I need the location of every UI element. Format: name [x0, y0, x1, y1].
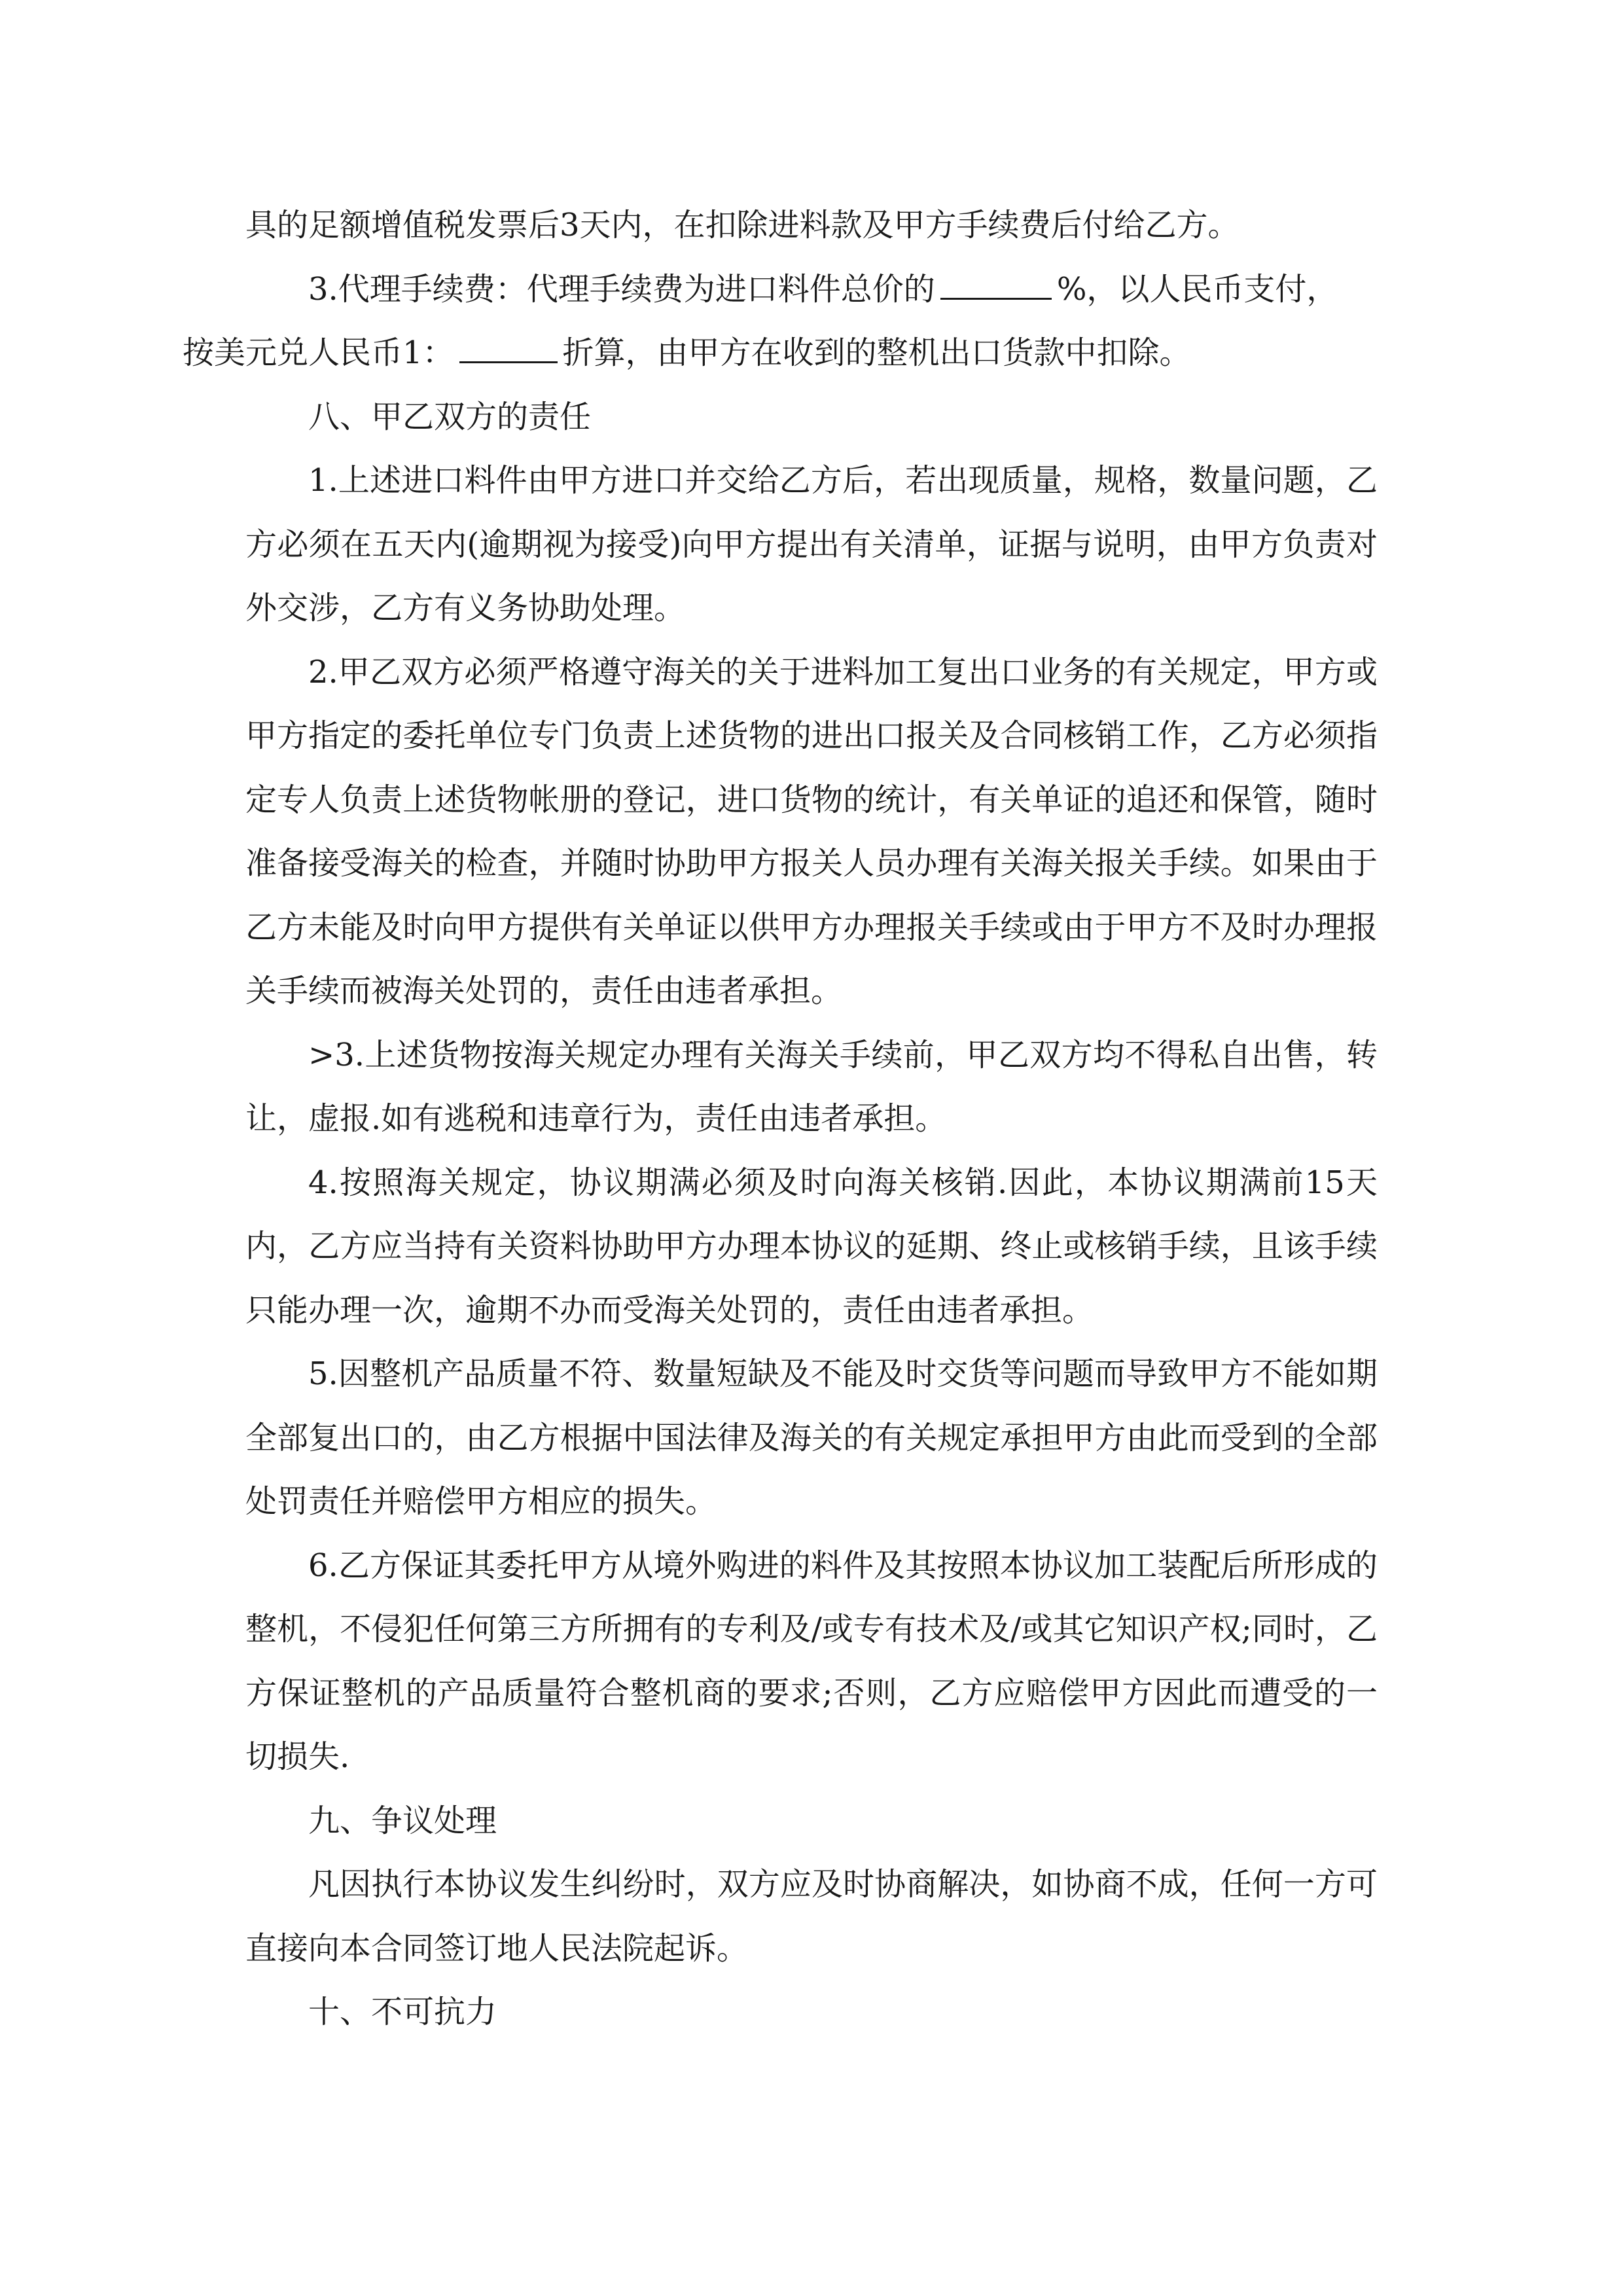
agency-fee-text-4: 折算，由甲方在收到的整机出口货款中扣除。: [562, 334, 1191, 371]
paragraph-clause-2: 2.甲乙双方必须严格遵守海关的关于进料加工复出口业务的有关规定，甲方或甲方指定的委托单位专门负责上述货物的进出口报关及合同核销工作，乙方必须指定专人负责上述货物帐册的登记，进口货物的统计，有关单证的追还和保管，随时准备接受海关的检查，并随时协助甲方报关人员办理有关海关报关手续。如果由于乙方未能及时向甲方提供有关单证以供甲方办理报关手续或由于甲方不及时办理报关手续而被海关处罚的，责任由违者承担。: [245, 653, 1378, 1009]
agency-fee-text-3: 按美元兑人民币1：: [183, 334, 454, 371]
agency-fee-text-1: 3.代理手续费：代理手续费为进口料件总价的: [308, 270, 935, 308]
paragraph-disputes: 凡因执行本协议发生纠纷时，双方应及时协商解决，如协商不成，任何一方可直接向本合同签订地人民法院起诉。: [245, 1866, 1378, 1967]
section-heading-responsibilities: 八、甲乙双方的责任: [308, 398, 592, 435]
paragraph-clause-4: 4.按照海关规定，协议期满必须及时向海关核销.因此，本协议期满前15天内，乙方应当持有关资料协助甲方办理本协议的延期、终止或核销手续，且该手续只能办理一次，逾期不办而受海关处罚的，责任由违者承担。: [245, 1164, 1378, 1329]
paragraph-clause-3: >3.上述货物按海关规定办理有关海关手续前，甲乙双方均不得私自出售，转让，虚报.如有逃税和违章行为，责任由违者承担。: [245, 1036, 1378, 1137]
section-heading-disputes: 九、争议处理: [308, 1802, 497, 1839]
section-heading-force-majeure: 十、不可抗力: [308, 1994, 497, 2030]
paragraph-payment-terms: 具的足额增值税发票后3天内，在扣除进料款及甲方手续费后付给乙方。: [245, 207, 1240, 243]
paragraph-clause-1: 1.上述进口料件由甲方进口并交给乙方后，若出现质量，规格，数量问题，乙方必须在五天内(逾期视为接受)向甲方提出有关清单，证据与说明，由甲方负责对外交涉，乙方有义务协助处理。: [245, 462, 1378, 626]
agency-fee-text-2: %，以人民币支付，: [1056, 270, 1338, 308]
paragraph-agency-fee: [183, 258, 1378, 386]
document-body: [183, 194, 1378, 2045]
fee-percent-blank[interactable]: [940, 268, 1052, 300]
paragraph-clause-6: 6.乙方保证其委托甲方从境外购进的料件及其按照本协议加工装配后所形成的整机，不侵犯任何第三方所拥有的专利及/或专有技术及/或其它知识产权;同时，乙方保证整机的产品质量符合整机商的要求;否则，乙方应赔偿甲方因此而遭受的一切损失.: [245, 1547, 1378, 1775]
paragraph-clause-5: 5.因整机产品质量不符、数量短缺及不能及时交货等问题而导致甲方不能如期全部复出口的，由乙方根据中国法律及海关的有关规定承担甲方由此而受到的全部处罚责任并赔偿甲方相应的损失。: [245, 1355, 1378, 1520]
exchange-rate-blank[interactable]: [459, 331, 558, 363]
